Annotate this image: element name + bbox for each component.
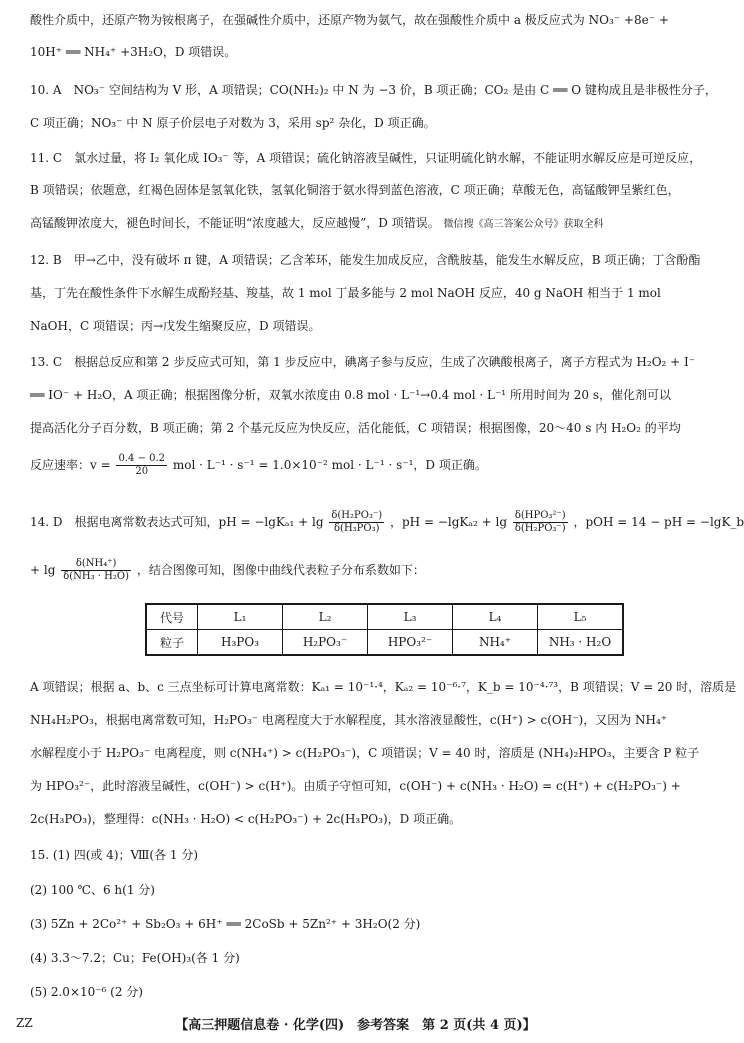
text-span: ，pH = −lgKₐ₂ + lg bbox=[389, 515, 507, 529]
fraction-denominator: δ(H₃PO₃) bbox=[334, 523, 380, 534]
text-line: 为 HPO₃²⁻，此时溶液呈碱性，c(OH⁻) > c(H⁺)。由质子守恒可知，c(OH⁻) + c(NH₃ · H₂O) = c(H⁺) + c(H₂PO₃⁻) + bbox=[30, 779, 681, 793]
text-line: C 项正确；NO₃⁻ 中 N 原子价层电子对数为 3，采用 sp² 杂化，D 项正确。 bbox=[30, 116, 436, 130]
text-line: (4) 3.3～7.2；Cu；Fe(OH)₃(各 1 分) bbox=[30, 951, 240, 965]
text-line bbox=[30, 555, 691, 589]
fraction bbox=[513, 510, 568, 535]
table-cell: L₄ bbox=[453, 604, 538, 630]
table-row bbox=[146, 630, 623, 656]
text-span: 反应速率：v = bbox=[30, 458, 111, 472]
table-cell: NH₄⁺ bbox=[453, 630, 538, 656]
fraction-denominator: δ(NH₃ · H₂O) bbox=[63, 571, 129, 582]
table-cell: NH₃ · H₂O bbox=[538, 630, 624, 656]
table-cell: HPO₃²⁻ bbox=[368, 630, 453, 656]
text-line: 基，丁先在酸性条件下水解生成酚羟基、羧基，故 1 mol 丁最多能与 2 mol NaOH 反应，40 g NaOH 相当于 1 mol bbox=[30, 286, 661, 300]
fraction bbox=[61, 558, 131, 583]
text-line: B 项错误；依题意，红褐色固体是氢氧化铁，氢氧化铜溶于氨水得到蓝色溶液，C 项正确；草酸无色，高锰酸钾呈紫红色， bbox=[30, 183, 680, 197]
text-line: (5) 2.0×10⁻⁶ (2 分) bbox=[30, 985, 143, 999]
answer-15: 15. (1) 四(或 4)；Ⅷ(各 1 分) bbox=[30, 848, 199, 862]
fraction bbox=[329, 510, 384, 535]
text-line: A 项错误；根据 a、b、c 三点坐标可计算电离常数：Kₐ₁ = 10⁻¹·⁴，Kₐ₂ = 10⁻⁶·⁷，K_b = 10⁻⁴·⁷³，B 项错误；V = 20 时，溶质是 bbox=[30, 680, 737, 694]
text-line: (3) 5Zn + 2Co²⁺ + Sb₂O₃ + 6H⁺ ══ 2CoSb + 5Zn²⁺ + 3H₂O(2 分) bbox=[30, 917, 421, 931]
note-text: 微信搜《高三答案公众号》获取全科 bbox=[443, 219, 604, 230]
text-line: ══ IO⁻ + H₂O，A 项正确；根据图像分析，双氧水浓度由 0.8 mol · L⁻¹→0.4 mol · L⁻¹ 所用时间为 20 s，催化剂可以 bbox=[30, 388, 671, 402]
fraction-numerator: δ(H₂PO₃⁻) bbox=[331, 510, 383, 521]
text-span: ，pOH = 14 − pH = −lgK_b bbox=[573, 515, 744, 529]
table-header-cell: 代号 bbox=[146, 604, 198, 630]
text-span: mol · L⁻¹ · s⁻¹ = 1.0×10⁻² mol · L⁻¹ · s⁻¹，D 项正确。 bbox=[172, 458, 487, 472]
footer-code: ZZ bbox=[16, 1016, 33, 1030]
table-cell: L₅ bbox=[538, 604, 624, 630]
text-line: 水解程度小于 H₂PO₃⁻ 电离程度，则 c(NH₄⁺) > c(H₂PO₃⁻)，C 项错误；V = 40 时，溶质是 (NH₄)₂HPO₃，主要含 P 粒子 bbox=[30, 746, 700, 760]
answer-10: 10. A NO₃⁻ 空间结构为 V 形，A 项错误；CO(NH₂)₂ 中 N 为 −3 价，B 项正确；CO₂ 是由 C ══ O 键构成且是非极性分子， bbox=[30, 83, 717, 97]
table-header-cell: 粒子 bbox=[146, 630, 198, 656]
table-row bbox=[146, 604, 623, 630]
text-line bbox=[30, 450, 691, 484]
text-line: 2c(H₃PO₃)，整理得：c(NH₃ · H₂O) < c(H₂PO₃⁻) + 2c(H₃PO₃)，D 项正确。 bbox=[30, 812, 462, 826]
text-line: NH₄H₂PO₃，根据电离常数可知，H₂PO₃⁻ 电离程度大于水解程度，其水溶液显酸性，c(H⁺) > c(OH⁻)，又因为 NH₄⁺ bbox=[30, 713, 668, 727]
fraction-denominator: δ(H₂PO₃⁻) bbox=[514, 523, 566, 534]
table-cell: L₂ bbox=[283, 604, 368, 630]
answer-14 bbox=[30, 507, 744, 541]
page-footer: 【高三押题信息卷 · 化学(四) 参考答案 第 2 页(共 4 页)】 bbox=[175, 1018, 536, 1033]
text-line bbox=[30, 213, 691, 235]
table-cell: H₃PO₃ bbox=[198, 630, 283, 656]
fraction-denominator: 20 bbox=[135, 466, 149, 477]
answer-12: 12. B 甲→乙中，没有破坏 π 键，A 项错误；乙含苯环，能发生加成反应，含酰胺基，能发生水解反应，B 项正确；丁含酚酯 bbox=[30, 253, 701, 267]
text-span: ，结合图像可知，图像中曲线代表粒子分布系数如下： bbox=[136, 563, 425, 577]
text-line: 提高活化分子百分数，B 项正确；第 2 个基元反应为快反应，活化能低，C 项错误；根据图像，20～40 s 内 H₂O₂ 的平均 bbox=[30, 421, 681, 435]
fraction bbox=[116, 453, 167, 478]
answer-13: 13. C 根据总反应和第 2 步反应式可知，第 1 步反应中，碘离子参与反应，生成了次碘酸根离子，离子方程式为 H₂O₂ + I⁻ bbox=[30, 355, 696, 369]
fraction-numerator: δ(HPO₃²⁻) bbox=[514, 510, 566, 521]
fraction-numerator: δ(NH₄⁺) bbox=[61, 558, 131, 571]
fraction-numerator: 0.4 − 0.2 bbox=[118, 453, 166, 464]
answer-11: 11. C 氯水过量，将 I₂ 氧化成 IO₃⁻ 等，A 项错误；硫化钠溶液呈碱性，只证明硫化钠水解，不能证明水解反应是可逆反应， bbox=[30, 151, 702, 165]
text-line: NaOH，C 项错误；丙→戊发生缩聚反应，D 项错误。 bbox=[30, 319, 321, 333]
text-line: (2) 100 ℃、6 h(1 分) bbox=[30, 883, 155, 897]
text-span: 高锰酸钾浓度大，褪色时间长，不能证明“浓度越大，反应越慢”，D 项错误。 bbox=[30, 216, 440, 230]
table-cell: L₁ bbox=[198, 604, 283, 630]
text-line: 酸性介质中，还原产物为铵根离子，在强碱性介质中，还原产物为氨气，故在强酸性介质中 a 极反应式为 NO₃⁻ +8e⁻ + bbox=[30, 13, 669, 27]
table-cell: H₂PO₃⁻ bbox=[283, 630, 368, 656]
table-cell: L₃ bbox=[368, 604, 453, 630]
text-span: 14. D 根据电离常数表达式可知，pH = −lgKₐ₁ + lg bbox=[30, 515, 324, 529]
text-line: 10H⁺ ══ NH₄⁺ +3H₂O，D 项错误。 bbox=[30, 45, 237, 59]
text-span: + lg bbox=[30, 563, 56, 577]
particle-table bbox=[145, 603, 624, 656]
